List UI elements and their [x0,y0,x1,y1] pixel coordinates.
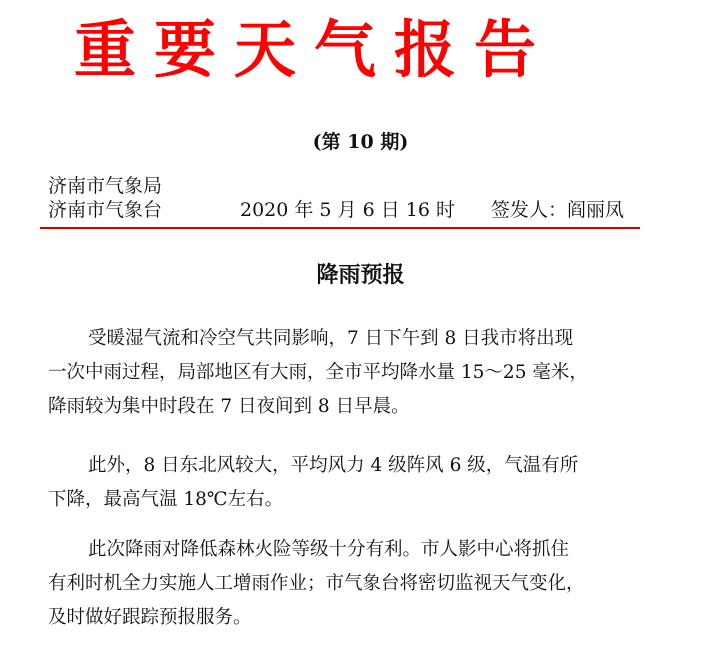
issue-number: (第 10 期) [312,131,409,153]
masthead-title: 重要天气报告 [74,13,555,86]
document-title: 降雨预报 [316,263,405,288]
signer: 签发人：阎丽凤 [491,199,625,221]
paragraph-line: 受暖湿气流和冷空气共同影响，7 日下午到 8 日我市将出现 [88,328,574,349]
issuer-observatory: 济南市气象台 [48,199,163,221]
paragraph-line: 一次中雨过程，局部地区有大雨，全市平均降水量 15～25 毫米， [48,362,588,383]
paragraph-line: 降雨较为集中时段在 7 日夜间到 8 日早晨。 [48,396,410,417]
paragraph-line: 此外，8 日东北风较大，平均风力 4 级阵风 6 级，气温有所 [88,455,579,476]
paragraph-wind-temperature [48,449,648,517]
header-divider [40,227,640,229]
issuer-bureau: 济南市气象局 [48,175,163,197]
paragraph-line: 下降，最高气温 18℃左右。 [48,489,284,510]
paragraph-line: 此次降雨对降低森林火险等级十分有利。市人影中心将抓住 [88,539,570,560]
paragraph-actions [48,533,648,635]
paragraph-line: 及时做好跟踪预报服务。 [48,607,252,628]
paragraph-forecast [48,322,648,424]
issue-datetime: 2020 年 5 月 6 日 16 时 [240,199,455,221]
paragraph-line: 有利时机全力实施人工增雨作业；市气象台将密切监视天气变化， [48,573,585,594]
